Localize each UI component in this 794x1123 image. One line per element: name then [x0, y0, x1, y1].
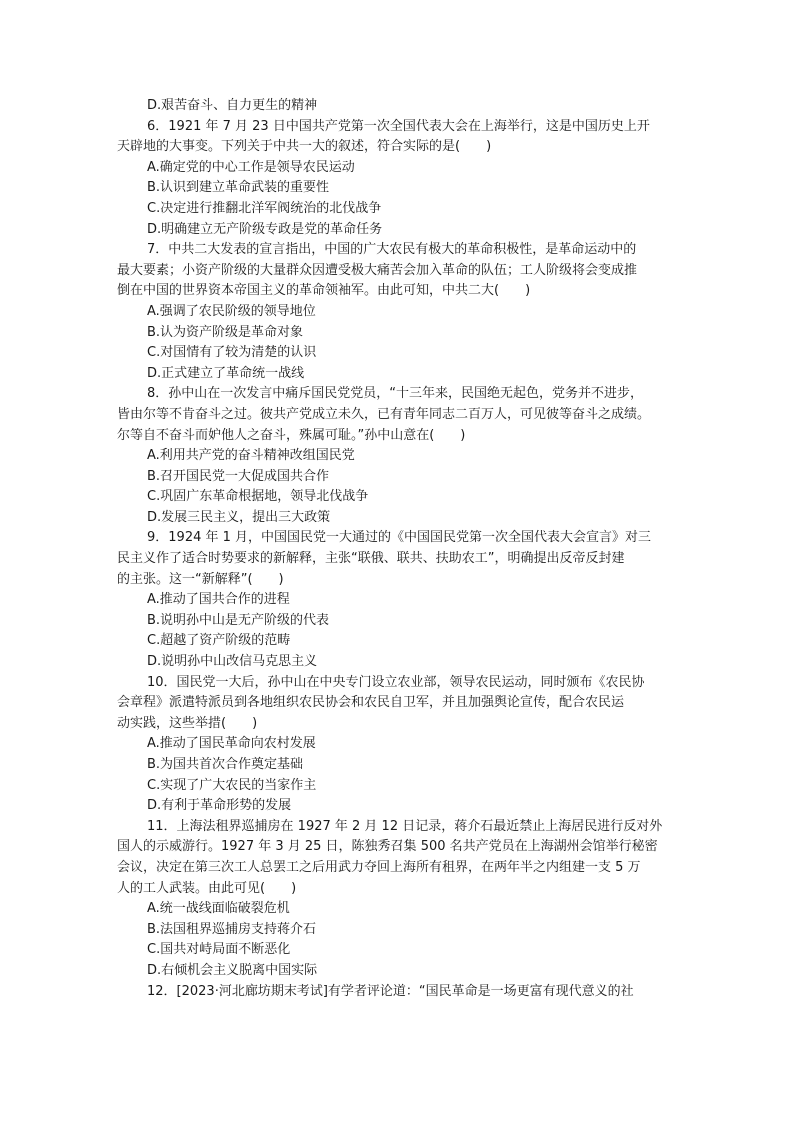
- answer-option: D.明确建立无产阶级专政是党的革命任务: [147, 221, 383, 237]
- question-text-line: 国人的示威游行。1927 年 3 月 25 日，陈独秀召集 500 名共产党员在上海湖州会馆举行秘密: [117, 839, 658, 855]
- question-text-line: 最大要素；小资产阶级的大量群众因遭受极大痛苦会加入革命的队伍；工人阶级将会变成推: [117, 262, 638, 278]
- question-stem: 6．1921 年 7 月 23 日中国共产党第一次全国代表大会在上海举行，这是中国历史上开: [147, 118, 650, 134]
- answer-option: C.对国情有了较为清楚的认识: [147, 345, 317, 361]
- question-text-line: 倒在中国的世界资本帝国主义的革命领袖军。由此可知，中共二大( ): [117, 283, 531, 299]
- answer-option: A.推动了国民革命向农村发展: [147, 736, 316, 752]
- answer-option: A.推动了国共合作的进程: [147, 592, 290, 608]
- question-text-line: 会章程》派遣特派员到各地组织农民协会和农民自卫军，并且加强舆论宣传，配合农民运: [117, 695, 625, 711]
- answer-option: B.法国租界巡捕房支持蒋介石: [147, 921, 317, 937]
- answer-option: A.利用共产党的奋斗精神改组国民党: [147, 448, 355, 464]
- answer-option: D.说明孙中山改信马克思主义: [147, 654, 318, 670]
- answer-option: C.国共对峙局面不断恶化: [147, 942, 291, 958]
- question-text-line: 的主张。这一“新解释”( ): [117, 571, 284, 587]
- answer-option: B.认为资产阶级是革命对象: [147, 324, 304, 340]
- question-stem: 10．国民党一大后，孙中山在中央专门设立农业部，领导农民运动，同时颁布《农民协: [147, 674, 645, 690]
- answer-option: B.为国共首次合作奠定基础: [147, 757, 304, 772]
- answer-option: A.确定党的中心工作是领导农民运动: [147, 159, 355, 175]
- answer-option: D.艰苦奋斗、自力更生的精神: [147, 98, 318, 113]
- answer-option: C.决定进行推翻北洋军阀统治的北伐战争: [147, 200, 382, 216]
- answer-option: C.实现了广大农民的当家作主: [147, 777, 317, 793]
- question-stem: 11．上海法租界巡捕房在 1927 年 2 月 12 日记录，蒋介石最近禁止上海居民进行反对外: [147, 818, 663, 834]
- question-stem: 8．孙中山在一次发言中痛斥国民党党员，“十三年来，民国绝无起色，党务并不进步，: [147, 386, 644, 402]
- answer-option: D.有利于革命形势的发展: [147, 798, 292, 814]
- answer-option: C.巩固广东革命根据地，领导北伐战争: [147, 489, 369, 505]
- question-stem: 7．中共二大发表的宣言指出，中国的广大农民有极大的革命积极性，是革命运动中的: [147, 242, 637, 258]
- answer-option: D.右倾机会主义脱离中国实际: [147, 962, 318, 978]
- answer-option: B.认识到建立革命武装的重要性: [147, 180, 330, 196]
- answer-option: B.说明孙中山是无产阶级的代表: [147, 612, 330, 628]
- question-text-line: 皆由尔等不肯奋斗之过。彼共产党成立未久，已有青年同志二百万人，可见彼等奋斗之成绩。: [117, 406, 651, 422]
- question-stem: 12．[2023·河北廊坊期末考试]有学者评论道：“国民革命是一场更富有现代意义的社: [147, 983, 634, 999]
- question-text-line: 动实践，这些举措( ): [117, 715, 258, 731]
- answer-option: A.强调了农民阶级的领导地位: [147, 303, 316, 319]
- question-text-line: 人的工人武装。由此可见( ): [117, 880, 297, 896]
- question-text-line: 民主义作了适合时势要求的新解释，主张“联俄、联共、扶助农工”，明确提出反帝反封建: [117, 551, 625, 567]
- answer-option: B.召开国民党一大促成国共合作: [147, 468, 330, 484]
- answer-option: D.发展三民主义，提出三大政策: [147, 509, 331, 525]
- document-page: [117, 96, 677, 1002]
- question-text-line: 会议，决定在第三次工人总罢工之后用武力夺回上海所有租界，在两年半之内组建一支 5 万: [117, 859, 641, 875]
- question-stem: 9．1924 年 1 月，中国国民党一大通过的《中国国民党第一次全国代表大会宣言》对三: [147, 530, 652, 546]
- question-text-line: 天辟地的大事变。下列关于中共一大的叙述，符合实际的是( ): [117, 139, 492, 155]
- answer-option: D.正式建立了革命统一战线: [147, 365, 305, 381]
- answer-option: C.超越了资产阶级的范畴: [147, 633, 291, 649]
- question-text-line: 尔等自不奋斗而妒他人之奋斗，殊属可耻。”孙中山意在( ): [117, 427, 466, 443]
- answer-option: A.统一战线面临破裂危机: [147, 901, 290, 917]
